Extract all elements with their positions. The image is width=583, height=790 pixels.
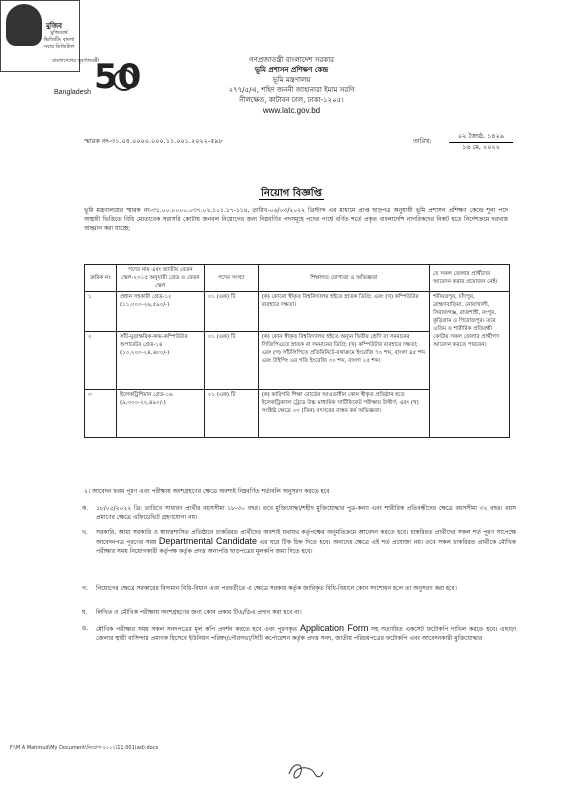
section-2-heading: ২। আবেদন ফরম পূরণ এবং পরীক্ষায় অংশগ্রহণের ক্ষেত্রে অবশ্যই নিম্নবর্ণিত শর্তাবলি অনুসরণ করতে হবে (84, 488, 330, 495)
logo-tagline: বাংলাদেশের সুবর্ণজয়ন্তী (52, 58, 99, 64)
portrait-image (6, 4, 42, 46)
header-excluded-districts: যে সকল জেলার প্রার্থীদের আবেদন করার প্রয়োজন নেই। (430, 265, 510, 292)
title-text: নিয়োগ বিজ্ঞপ্তি (261, 188, 322, 199)
memo-date-label: তারিখ: (413, 137, 432, 145)
table-row (85, 292, 510, 332)
header-govt: গণপ্রজাতন্ত্রী বাংলাদেশ সরকার (249, 56, 334, 64)
condition-marker: গ. (82, 585, 88, 592)
row-count: ০১ (এক) টি (204, 390, 258, 438)
header-serial: ক্রমিক নং (85, 265, 117, 292)
row-count: ০১ (এক) টি (204, 332, 258, 390)
memo-date-english: ১৬ মে, ২০২২ (462, 143, 500, 151)
portrait-subcaption: মুজিববর্ষ ভিজিটিং বাংলা সবার ডিজিটাল (43, 30, 75, 50)
condition-text: সহ সত্যায়িত একসেট ফটোকপি দাখিল করতে হবে। এছাড়া জেলার স্থায়ী বাসিন্দার প্রমাণক হিসেবে ইউনিয়ন পরিষদ/পৌরসভা/সিটি কর্পোরেশন কর্তৃক প্রদত্ত সনদ, জাতীয় পরিচয়পত্রের ফটোকপি এবং আবেদনকারী মুক্তিযোদ্ধার (96, 626, 516, 642)
file-path: F:\M A Mahmud\My Document\নিয়োগ-২০২২\11.001(ad).docx (10, 745, 159, 751)
memo-ref: স্মারক নং-৩১.০৪.০০০০.০০০.১১.০০১.২০২২-৫৯৮ (84, 137, 223, 145)
condition-uma (82, 623, 516, 643)
row-post: সাঁট-মুদ্রাক্ষরিক-কাম-কম্পিউটার অপারেটর গ্রেড-১৪ (১০,২০০-২৪,৬৮০/-) (116, 332, 204, 390)
row-count: ০১ (এক) টি (204, 292, 258, 332)
header-address-2: নীলক্ষেত, কাটাবন ঢাল, ঢাকা-১২০৫। (239, 96, 344, 104)
memo-date-bangla: ০২ জ্যৈষ্ঠ, ১৪২৯ (449, 131, 513, 143)
header-count: পদের সংখ্যা (204, 265, 258, 292)
condition-ga (82, 584, 516, 593)
logo-brand: Bangladesh (54, 89, 91, 96)
header-address-1: ২৭৭/৫/এ, শহিদ জননী জাহানারা ইমাম সরণি (228, 86, 355, 94)
table-header-row (85, 265, 510, 292)
condition-marker: ঙ. (82, 625, 89, 632)
row-qualification: (ক) কোনো স্বীকৃত বিশ্ববিদ্যালয় হইতে স্নাতক ডিগ্রি; এবং (খ) কম্পিউটার ব্যবহারে দক্ষতা। (258, 292, 429, 332)
signature (285, 760, 325, 788)
header-ministry: ভূমি মন্ত্রণালয় (272, 76, 311, 84)
row-post: ইলেকট্রিশিয়ান গ্রেড-১৬ (৯,৩০০-২২,৪৯০/-) (116, 390, 204, 438)
condition-latin: Departmental Candidate (158, 536, 258, 546)
condition-text: মৌখিক পরীক্ষার সময় সকল সনদপত্রের মূল কপি প্রদর্শন করতে হবে এবং পূরণকৃত (96, 626, 298, 633)
logo-number: 50 (94, 57, 142, 97)
header-center: ভূমি প্রশাসন প্রশিক্ষণ কেন্দ্র (254, 66, 329, 74)
page-title (0, 186, 583, 203)
condition-ka (82, 504, 516, 522)
row-qualification: (ক) কারিগরি শিক্ষা বোর্ডের আওতাধীন কোন স্বীকৃত প্রতিষ্ঠান হতে ইলেকট্রিক্যাল ট্রেডে উচ্চ মাধ্যমিক সার্টিফিকেট পরীক্ষায় উত্তীর্ণ; এবং (খ) সংশ্লিষ্ট ক্ষেত্রে ০৩ (তিন) বৎসরের বাস্তব কর্ম অভিজ্ঞতা। (258, 390, 429, 438)
condition-gha (82, 608, 516, 617)
excluded-districts: শরীয়তপুর, চাঁদপুর, ব্রাহ্মণবাড়িয়া, নোয়াখালী, সিরাজগঞ্জ, রাজশাহী, রংপুর, কুড়িগ্রাম ও পিরোজপুর। তবে এতিম ও শারীরিক প্রতিবন্ধী কোটায় সকল জেলার প্রার্থীগণ আবেদন করতে পারবেন। (430, 292, 510, 438)
condition-kha (82, 528, 516, 556)
intro-paragraph: ভূমি মন্ত্রণালয়ের স্মারক নং-৩১.০০.০০০০.০৩৭.০২.১০১.১৭-১১৪, তারিখ-০৬/০৩/২০২২ খ্রিস্টাব্দ এর মাধ্যমে প্রাপ্ত ছাড়পত্র অনুযায়ী ভূমি প্রশাসন প্রশিক্ষণ কেন্দ্রে শূন্য পদে অস্থায়ী ভিত্তিতে বিধি মোতাবেক সরাসরি কোটায় জনবল নিয়োগের জন্য নিম্নবর্ণিত পদসমূহে পদের পার্শ্বে বর্ণিত শর্তে প্রকৃত বাংলাদেশি নাগরিকদের নিকট হতে নির্দেশক্রমে দরখাস্ত আহ্বান করা যাচ্ছে: (84, 207, 508, 232)
header-post: পদের নাম এবং জাতীয় বেতন স্কেল-২০১৫ অনুযায়ী গ্রেড ও বেতন স্কেল (116, 265, 204, 292)
row-post: প্রধান সহকারী গ্রেড-১২ (১১,০০০-২৬,৫৯০/-) (116, 292, 204, 332)
row-serial: ১ (85, 292, 117, 332)
row-serial: ৩ (85, 390, 117, 438)
condition-marker: ঘ. (82, 609, 88, 616)
condition-text: এর ঘরে টিক চিহ্ন দিতে হবে। অন্যদের ক্ষেত্রে এই শর্ত প্রযোজ্য নয়। তবে সকল চাকরিরত প্রার্থীকে মৌখিক পরীক্ষার সময় নিয়োগকারী কর্তৃপক্ষ কর্তৃক প্রদত্ত অনাপত্তি ছাড়পত্রের মূলকপি জমা দিতে হবে। (96, 539, 516, 555)
portrait-caption: মুজিব (46, 22, 63, 30)
condition-text: সরকারি, আধা সরকারি ও স্বায়ত্তশাসিত প্রতিষ্ঠানে চাকরিরত প্রার্থীদের অবশ্যই যথাযথ কর্তৃপক্ষের অনুমতিক্রমে আবেদন করতে হবে। চাকরিরত প্রার্থীদের সকল শর্ত পূরণ সাপেক্ষে আবেদনপত্র পূরণের সময় (96, 529, 516, 546)
header-website[interactable]: www.latc.gov.bd (262, 106, 321, 115)
header-qualification: শিক্ষাগত যোগ্যতা ও অভিজ্ঞতা (258, 265, 429, 292)
condition-marker: ক. (82, 505, 89, 512)
condition-text: লিখিত ও মৌখিক পরীক্ষায় অংশগ্রহণের জন্য কোন প্রকার টিএ/ডিএ প্রদান করা হবে না। (96, 609, 302, 616)
vacancy-table (84, 264, 510, 438)
condition-latin: Application Form (299, 623, 369, 633)
row-serial: ২ (85, 332, 117, 390)
condition-marker: খ. (82, 529, 88, 536)
row-qualification: (ক) কোন স্বীকৃত বিশ্ববিদ্যালয় হইতে অন্যূন দ্বিতীয় শ্রেণি বা সমমানের সিজিপিএতে স্নাতক বা সমমানের ডিগ্রি; (খ) কম্পিউটার ব্যবহারে দক্ষতা; এবং (গ) সাঁটলিপিতে প্রতিমিনিটে-যথাক্রমে ইংরেজি ৭০ শব্দ, বাংলা ৪৫ শব্দ এবং টাইপিং এর গতি ইংরেজি ৩০ শব্দ, বাংলা ২৫ শব্দ। (258, 332, 429, 390)
condition-text: ১৮/০৫/২০২২ খ্রি: তারিখে সাধারণ প্রার্থীর বয়সসীমা ১৮-৩০ বছর। তবে মুক্তিযোদ্ধা/শহীদ মুক্তিযোদ্ধার পুত্র-কন্যা এবং শারীরিক প্রতিবন্ধীদের ক্ষেত্রে বয়সসীমা ৩২ বছর। বয়স প্রমাণের ক্ষেত্রে এফিডেভিট গ্রহণযোগ্য নয়। (96, 505, 516, 521)
condition-text: নিয়োগের ক্ষেত্রে সরকারের বিদ্যমান বিধি-বিধান এবং পরবর্তীতে এ ক্ষেত্রে সরকার কর্তৃক জারিকৃত বিধি-বিধানে কোন সংশোধন হলে তা অনুসরণ করা হবে। (96, 585, 457, 592)
